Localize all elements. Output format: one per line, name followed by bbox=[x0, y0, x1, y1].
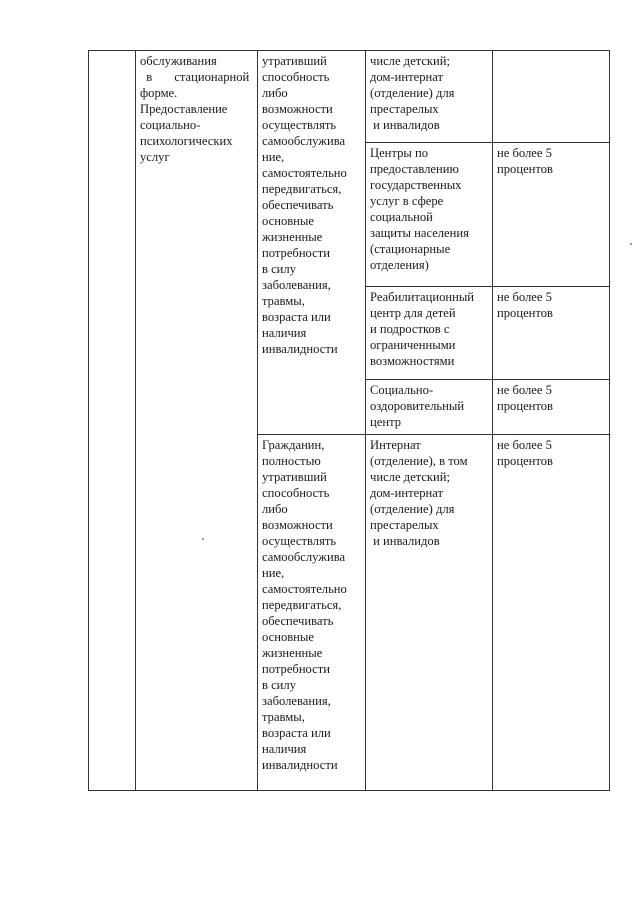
scan-speck bbox=[630, 243, 632, 245]
institution-cell: числе детский; дом-интернат (отделение) для престарелых и инвалидов bbox=[366, 51, 493, 143]
table-row bbox=[89, 51, 610, 143]
services-table bbox=[88, 50, 610, 791]
recipient-category-cell: Гражданин, полностью утративший способность либо возможности осуществлять самообслужива ние, самостоятельно передвигаться, обеспечивать основные жизненные потребности в силу заболевания, травмы, возраста или наличия инвалидности bbox=[258, 435, 366, 791]
limit-cell: не более 5 процентов bbox=[493, 435, 610, 791]
institution-cell: Интернат (отделение), в том числе детский; дом-интернат (отделение) для престарелых и инвалидов bbox=[366, 435, 493, 791]
institution-cell: Центры по предоставлению государственных услуг в сфере социальной защиты населения (стационарные отделения) bbox=[366, 143, 493, 287]
limit-cell bbox=[493, 51, 610, 143]
recipient-category-cell: утративший способность либо возможности осуществлять самообслужива ние, самостоятельно передвигаться, обеспечивать основные жизненные потребности в силу заболевания, травмы, возраста или наличия инвалидности bbox=[258, 51, 366, 435]
limit-cell: не более 5 процентов bbox=[493, 287, 610, 380]
limit-cell: не более 5 процентов bbox=[493, 380, 610, 435]
service-name-cell: обслуживания в стационарной форме. Предоставление социально- психологических услуг bbox=[136, 51, 258, 791]
institution-cell: Реабилитационный центр для детей и подростков с ограниченными возможностями bbox=[366, 287, 493, 380]
scan-speck bbox=[202, 538, 204, 540]
institution-cell: Социально- оздоровительный центр bbox=[366, 380, 493, 435]
limit-cell: не более 5 процентов bbox=[493, 143, 610, 287]
row-number-cell bbox=[89, 51, 136, 791]
